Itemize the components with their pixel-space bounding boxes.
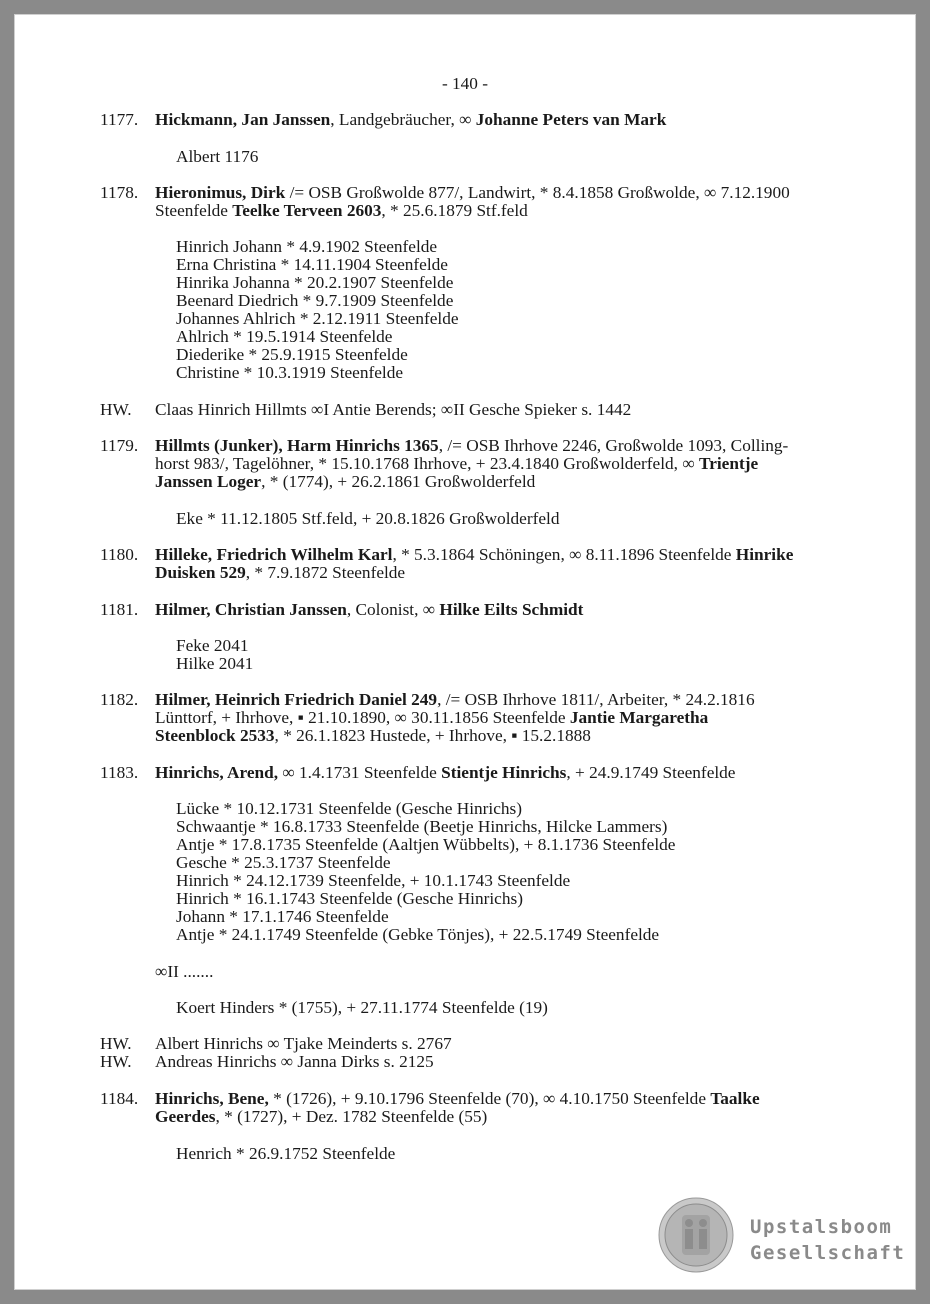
entry-text: Hilleke, Friedrich Wilhelm Karl, * 5.3.1864 Schöningen, ∞ 8.11.1896 Steenfelde Hinrike Duisken 529, * 7.9.1872 Steenfelde (155, 545, 794, 583)
child-line: Diederike * 25.9.1915 Steenfelde (176, 345, 408, 364)
seal-icon (658, 1197, 734, 1273)
entry-number: 1180. (100, 545, 139, 564)
child-line: Erna Christina * 14.11.1904 Steenfelde (176, 255, 448, 274)
entry-text: Hinrichs, Arend, ∞ 1.4.1731 Steenfelde Stientje Hinrichs, + 24.9.1749 Steenfelde (155, 763, 736, 782)
child-line: Albert 1176 (176, 147, 259, 166)
child-line: Henrich * 26.9.1752 Steenfelde (176, 1144, 396, 1163)
entry-number: 1184. (100, 1089, 139, 1108)
child-line: Hinrich * 16.1.1743 Steenfelde (Gesche Hinrichs) (176, 889, 523, 908)
entry-text: Hinrichs, Bene, * (1726), + 9.10.1796 Steenfelde (70), ∞ 4.10.1750 Steenfelde Taalke Geerdes, * (1727), + Dez. 1782 Steenfelde (55) (155, 1089, 760, 1127)
logo-text-line2: Gesellschaft (750, 1242, 906, 1264)
entry-text: Albert Hinrichs ∞ Tjake Meinderts s. 2767 (155, 1034, 452, 1053)
logo-text-line1: Upstalsboom (750, 1216, 893, 1238)
entry-number: HW. (100, 400, 132, 419)
child-line: Hinrich Johann * 4.9.1902 Steenfelde (176, 237, 438, 256)
entry-number: HW. (100, 1034, 132, 1053)
child-line: Johann * 17.1.1746 Steenfelde (176, 907, 389, 926)
child-line: Hilke 2041 (176, 654, 254, 673)
entry-text: Hilmer, Christian Janssen, Colonist, ∞ Hilke Eilts Schmidt (155, 600, 584, 619)
child-line: Hinrika Johanna * 20.2.1907 Steenfelde (176, 273, 454, 292)
page-number: - 140 - (441, 74, 489, 93)
entry-text: Hieronimus, Dirk /= OSB Großwolde 877/, Landwirt, * 8.4.1858 Großwolde, ∞ 7.12.1900 Steenfelde Teelke Terveen 2603, * 25.6.1879 Stf.feld (155, 183, 790, 221)
child-line: Antje * 24.1.1749 Steenfelde (Gebke Tönjes), + 22.5.1749 Steenfelde (176, 925, 660, 944)
child-line: Eke * 11.12.1805 Stf.feld, + 20.8.1826 Großwolderfeld (176, 509, 560, 528)
child-line: Johannes Ahlrich * 2.12.1911 Steenfelde (176, 309, 459, 328)
entry-number: 1177. (100, 110, 139, 129)
entry-number: 1183. (100, 763, 139, 782)
child-line: Feke 2041 (176, 636, 249, 655)
entry-text: Andreas Hinrichs ∞ Janna Dirks s. 2125 (155, 1052, 434, 1071)
child-line: Ahlrich * 19.5.1914 Steenfelde (176, 327, 393, 346)
entry-text: Hillmts (Junker), Harm Hinrichs 1365, /= OSB Ihrhove 2246, Großwolde 1093, Colling- horst 983/, Tagelöhner, * 15.10.1768 Ihrhove, + 23.4.1840 Großwolderfeld, ∞ Trientje Janssen Loger, * (1774), + 26.2.1861 Großwolderfeld (155, 436, 789, 492)
child-line: Hinrich * 24.12.1739 Steenfelde, + 10.1.1743 Steenfelde (176, 871, 571, 890)
entry-text: Claas Hinrich Hillmts ∞I Antie Berends; ∞II Gesche Spieker s. 1442 (155, 400, 632, 419)
entry-number: 1182. (100, 690, 139, 709)
entry-text: Hickmann, Jan Janssen, Landgebräucher, ∞ Johanne Peters van Mark (155, 110, 667, 129)
second-marriage: ∞II ....... (155, 962, 214, 981)
child-line: Beenard Diedrich * 9.7.1909 Steenfelde (176, 291, 454, 310)
entry-text: Hilmer, Heinrich Friedrich Daniel 249, /= OSB Ihrhove 1811/, Arbeiter, * 24.2.1816 Lünttorf, + Ihrhove, ▪ 21.10.1890, ∞ 30.11.1856 Steenfelde Jantie Margaretha Steenblock 2533, * 26.1.1823 Hustede, + Ihrhove, ▪ 15.2.1888 (155, 690, 755, 746)
entry-number: 1178. (100, 183, 139, 202)
entry-number: HW. (100, 1052, 132, 1071)
entry-number: 1179. (100, 436, 139, 455)
entry-number: 1181. (100, 600, 139, 619)
child-line: Schwaantje * 16.8.1733 Steenfelde (Beetje Hinrichs, Hilcke Lammers) (176, 817, 668, 836)
child-line: Gesche * 25.3.1737 Steenfelde (176, 853, 391, 872)
child-line: Koert Hinders * (1755), + 27.11.1774 Steenfelde (19) (176, 998, 548, 1017)
child-line: Lücke * 10.12.1731 Steenfelde (Gesche Hinrichs) (176, 799, 522, 818)
child-line: Christine * 10.3.1919 Steenfelde (176, 363, 404, 382)
child-line: Antje * 17.8.1735 Steenfelde (Aaltjen Wübbelts), + 8.1.1736 Steenfelde (176, 835, 676, 854)
